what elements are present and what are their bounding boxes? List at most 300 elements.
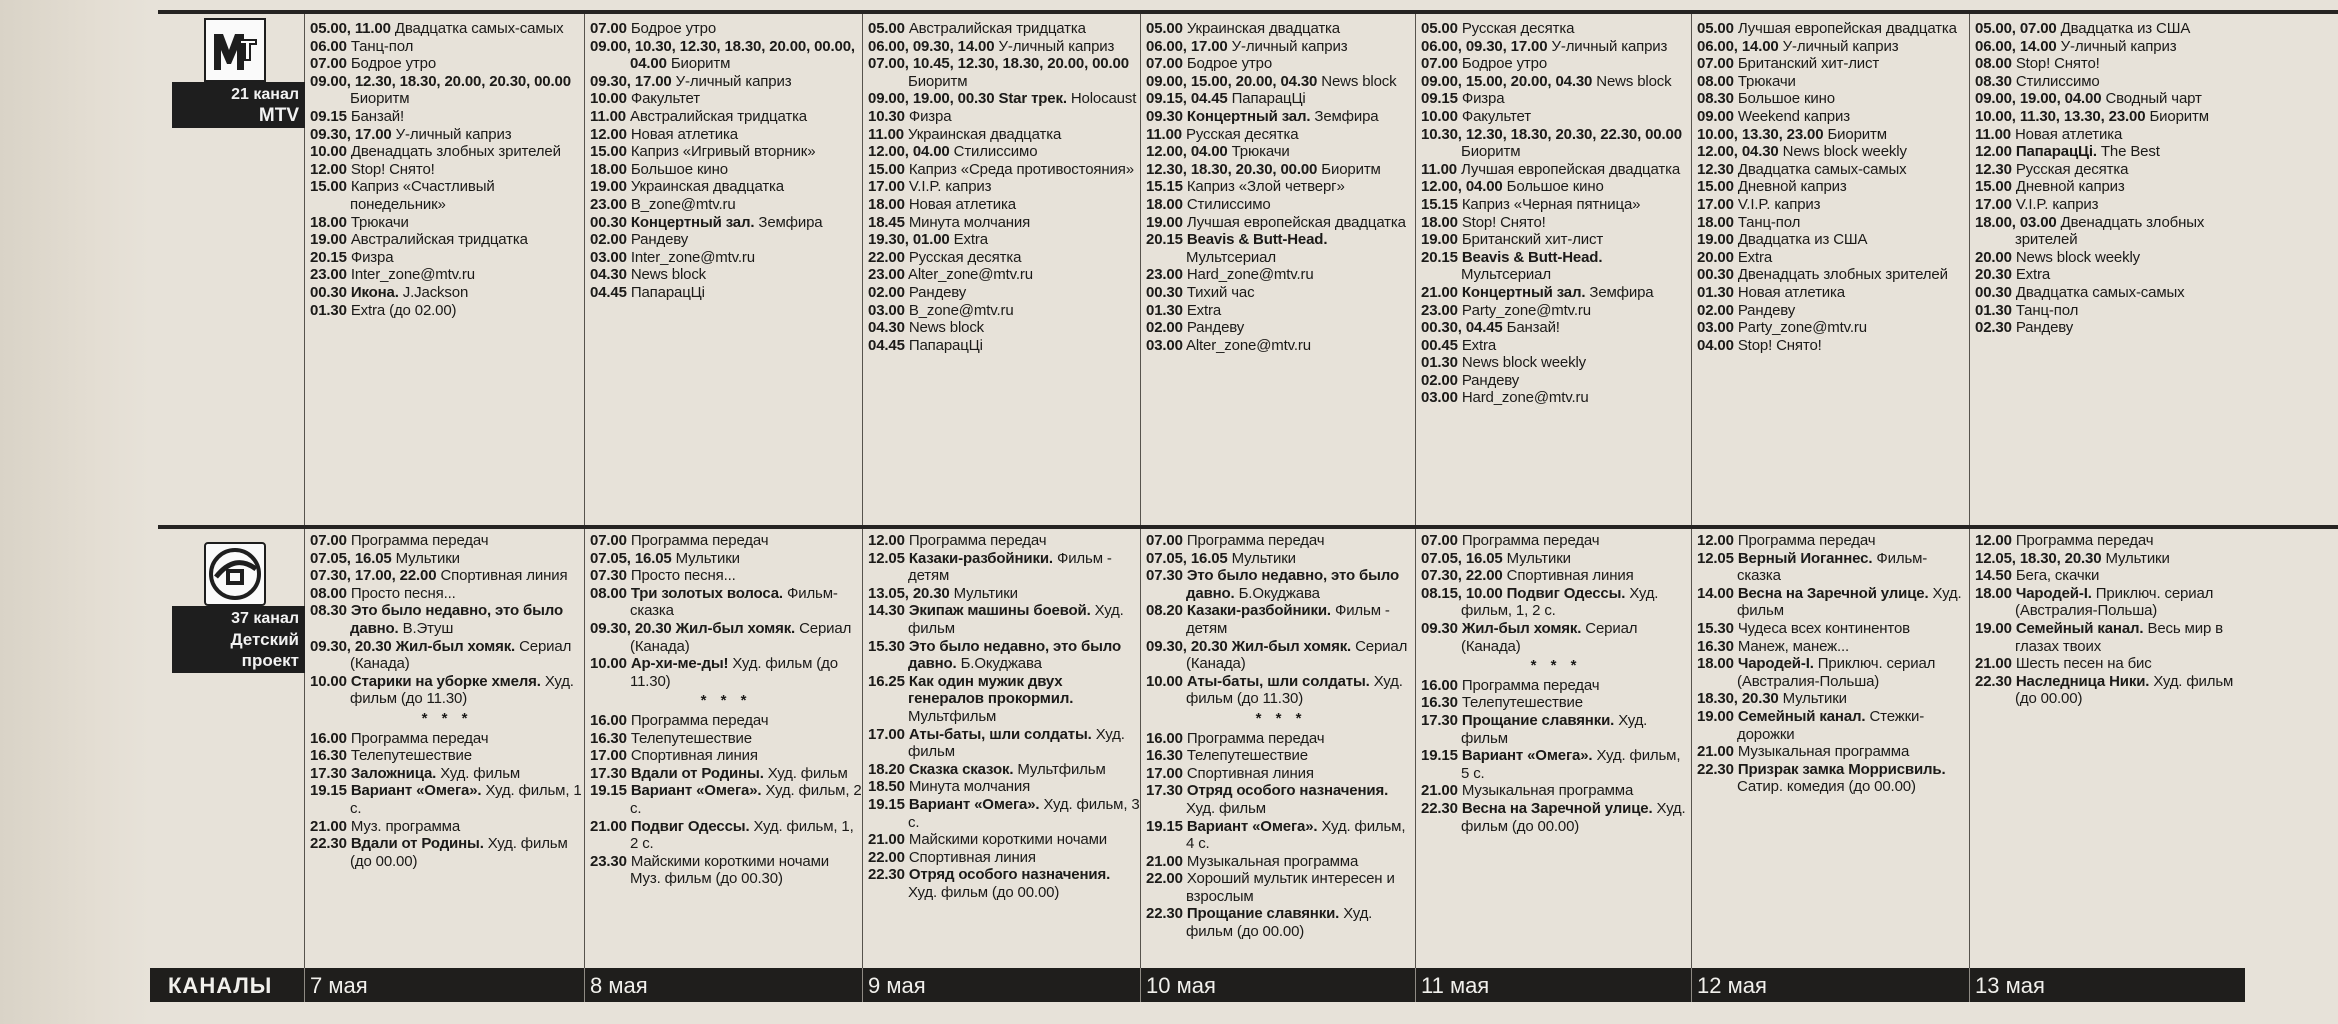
column-divider (584, 14, 585, 525)
program-title: У-личный каприз (1231, 37, 1348, 55)
program-detail: Мультсериал (1186, 248, 1276, 266)
program-entry (1975, 196, 2255, 214)
program-title: Концертный зал. (1461, 283, 1586, 301)
program-time: 07.00, 10.45, 12.30, 18.30, 20.00, 00.00 (868, 55, 1129, 73)
program-entry (310, 161, 584, 179)
program-entry (590, 38, 862, 73)
program-time: 19.15 (310, 782, 347, 800)
program-entry (590, 90, 862, 108)
program-entry (1421, 90, 1691, 108)
program-time: 16.30 (310, 747, 347, 765)
program-time: 09.15, 04.45 (1146, 90, 1228, 108)
program-entry (590, 730, 862, 748)
program-entry (310, 178, 584, 213)
program-time: 13.05, 20.30 (868, 584, 950, 602)
schedule-cell-mtv-day-2 (590, 20, 862, 302)
program-title: Extra (953, 231, 988, 249)
program-entry (310, 55, 584, 73)
program-entry (1421, 178, 1691, 196)
program-entry (1697, 90, 1969, 108)
program-entry (1421, 532, 1691, 550)
section-separator: * * * (421, 709, 473, 727)
program-title: Концертный зал. (1186, 107, 1311, 125)
program-detail: Худ. фильм, 1, 2 с. (1461, 584, 1659, 620)
program-title: Программа передач (1186, 729, 1325, 747)
channel-number: 37 канал (231, 610, 299, 627)
program-entry (868, 196, 1140, 214)
program-detail: Сериал (Канада) (350, 637, 572, 673)
program-entry (868, 796, 1140, 831)
program-title: Программа передач (350, 532, 489, 549)
program-title: Рандеву (908, 283, 967, 301)
program-entry (310, 302, 584, 320)
program-time: 08.30 (1697, 90, 1734, 108)
program-title: Party_zone@mtv.ru (1737, 319, 1867, 337)
footer-day-3: 9 мая (868, 973, 926, 998)
program-title: У-личный каприз (1782, 37, 1899, 55)
program-time: 06.00, 17.00 (1146, 37, 1228, 55)
program-title: Призрак замка Моррисвиль. (1737, 760, 1946, 778)
program-entry (1146, 567, 1416, 602)
program-time: 19.15 (1421, 747, 1458, 765)
program-title: Программа передач (630, 711, 769, 729)
program-title: Рандеву (2015, 319, 2074, 337)
program-entry (1697, 319, 1969, 337)
program-time: 12.00 (1697, 532, 1734, 549)
program-entry (310, 73, 584, 108)
program-title: Факультет (630, 90, 700, 108)
program-time: 11.00 (1146, 125, 1182, 143)
program-time: 22.00 (1146, 870, 1183, 888)
program-time: 05.00, 07.00 (1975, 20, 2057, 37)
program-entry (1975, 620, 2255, 655)
program-time: 07.05, 16.05 (1146, 549, 1228, 567)
program-entry (1421, 800, 1691, 835)
column-divider (584, 529, 585, 968)
program-title: Двадцатка самых-самых (1737, 160, 1907, 178)
program-entry (1975, 284, 2255, 302)
program-entry (1146, 108, 1416, 126)
program-title: Биоритм (350, 90, 410, 108)
program-entry (590, 161, 862, 179)
program-entry (310, 567, 584, 585)
program-detail: Фильм - детям (908, 549, 1112, 585)
program-time: 12.05 (868, 549, 905, 567)
program-entry (590, 567, 862, 585)
channel-divider (158, 525, 2338, 529)
program-entry (868, 55, 1140, 90)
program-time: 01.30 (310, 301, 347, 319)
program-entry (1146, 38, 1416, 56)
schedule-cell-mtv-day-7 (1975, 20, 2255, 337)
program-entry (1421, 694, 1691, 712)
program-title: Телепутешествие (630, 729, 752, 747)
program-title: Биоритм (2149, 107, 2209, 125)
program-entry (1421, 550, 1691, 568)
program-time: 17.30 (310, 764, 347, 782)
program-detail: Худ. фильм, 5 с. (1461, 747, 1681, 782)
program-title: Британский хит-лист (1461, 231, 1604, 249)
program-title: Рандеву (1186, 319, 1245, 337)
program-title: Русская десятка (2015, 160, 2129, 178)
program-entry (1975, 55, 2255, 73)
program-entry (310, 214, 584, 232)
program-entry (1975, 108, 2255, 126)
program-time: 10.00 (310, 143, 347, 161)
program-entry (1146, 73, 1416, 91)
program-detail: Худ. фильм (440, 764, 521, 782)
program-time: 05.00 (1421, 20, 1458, 37)
program-detail: J.Jackson (402, 283, 469, 301)
program-title: Дневной каприз (1737, 178, 1847, 196)
program-title: Аты-баты, шли солдаты. (908, 725, 1092, 743)
program-detail: Худ. фильм (до 11.30) (1186, 672, 1403, 708)
program-time: 02.30 (1975, 319, 2012, 337)
program-time: 02.00 (1421, 371, 1458, 389)
program-entry (868, 231, 1140, 249)
footer-day-5: 11 мая (1421, 973, 1490, 998)
program-title: Вариант «Омега». (1461, 747, 1593, 765)
program-title: Рандеву (1461, 371, 1520, 389)
program-time: 12.00, 04.00 (868, 143, 950, 161)
program-title: Казаки-разбойники. (908, 549, 1053, 567)
program-title: Alter_zone@mtv.ru (908, 266, 1033, 284)
program-time: 05.00 (1697, 20, 1734, 37)
program-entry (590, 143, 862, 161)
program-entry (1421, 389, 1691, 407)
program-title: Прощание славянки. (1186, 905, 1340, 923)
program-title: ПапарацЦі (908, 336, 983, 354)
program-time: 15.00 (1697, 178, 1734, 196)
program-title: Музыкальная программа (1461, 782, 1634, 800)
program-time: 12.00 (310, 160, 347, 178)
program-time: 16.25 (868, 672, 905, 690)
page-margin (0, 0, 150, 1024)
program-title: Лучшая европейская двадцатка (1461, 160, 1681, 178)
program-time: 11.00 (1421, 160, 1457, 178)
program-entry (1146, 20, 1416, 38)
program-entry (1421, 782, 1691, 800)
program-entry (590, 108, 862, 126)
program-entry (310, 550, 584, 568)
footer-divider (584, 968, 585, 1002)
program-title: News block weekly (1461, 354, 1586, 372)
program-title: News block (1596, 72, 1672, 90)
program-entry (1697, 337, 1969, 355)
program-detail: Худ. фильм (1461, 711, 1648, 747)
program-title: Это было недавно, это было давно. (350, 602, 563, 637)
schedule-cell-mtv-day-3 (868, 20, 1140, 354)
program-entry (1146, 673, 1416, 708)
program-entry (1697, 231, 1969, 249)
program-title: Лучшая европейская двадцатка (1186, 213, 1406, 231)
program-detail: Худ. фильм (до 11.30) (630, 655, 838, 690)
program-time: 16.30 (1421, 694, 1458, 712)
program-entry (1421, 585, 1691, 620)
program-title: Дневной каприз (2015, 178, 2125, 196)
program-time: 07.30 (590, 567, 627, 585)
program-time: 17.00 (1697, 195, 1734, 213)
program-entry (590, 266, 862, 284)
program-time: 07.30, 22.00 (1421, 567, 1503, 585)
program-title: Большое кино (1737, 90, 1835, 108)
mtv-logo-icon (204, 18, 266, 82)
program-title: Мультики (395, 549, 460, 567)
program-detail: Худ. фильм (908, 602, 1124, 637)
program-time: 09.00, 19.00, 00.30 (868, 90, 995, 108)
program-entry (868, 20, 1140, 38)
program-time: 19.15 (590, 782, 627, 800)
program-title: Просто песня... (630, 567, 736, 585)
program-time: 11.00 (868, 125, 904, 143)
program-time: 07.30, 17.00, 22.00 (310, 567, 437, 585)
program-title: Extra (1737, 248, 1773, 266)
program-entry (1146, 853, 1416, 871)
program-time: 23.00 (310, 266, 347, 284)
detskiy-proekt-logo-icon (204, 542, 266, 606)
program-title: Программа передач (1186, 532, 1325, 549)
program-title: Подвиг Одессы. (630, 817, 750, 835)
program-time: 10.30 (868, 107, 905, 125)
program-time: 16.00 (590, 711, 627, 729)
program-time: 01.30 (1697, 283, 1734, 301)
program-title: Beavis & Butt-Head. (1186, 231, 1328, 249)
program-title: Отряд особого назначения. (908, 866, 1111, 884)
program-entry (1421, 319, 1691, 337)
program-title: Банзай! (350, 107, 405, 125)
program-time: 19.00 (590, 178, 627, 196)
program-title: Weekend каприз (1737, 107, 1850, 125)
program-detail: Худ. фильм (до 00.00) (908, 883, 1060, 901)
program-time: 19.00 (1697, 707, 1734, 725)
program-detail: Б.Окуджава (960, 655, 1042, 673)
program-time: 18.00 (1146, 195, 1183, 213)
program-time: 14.00 (1697, 584, 1734, 602)
program-title: Бодрое утро (350, 55, 437, 73)
program-time: 03.00 (1697, 319, 1734, 337)
program-entry (1975, 143, 2255, 161)
program-entry (1146, 765, 1416, 783)
schedule-cell-mtv-day-4 (1146, 20, 1416, 354)
program-entry (1146, 337, 1416, 355)
schedule-cell-detskiy-day-4 (1146, 532, 1416, 941)
program-title: Extra (1461, 336, 1497, 354)
program-time: 07.00 (310, 532, 347, 549)
program-entry (1146, 214, 1416, 232)
program-entry (1697, 126, 1969, 144)
channel-number: 21 канал (231, 86, 299, 103)
program-title: Прощание славянки. (1461, 711, 1615, 729)
program-title: Заложница. (350, 764, 437, 782)
column-divider (1969, 14, 1970, 525)
channel-logo-detskiy (172, 542, 305, 673)
program-title: Программа передач (350, 729, 489, 747)
program-title: Старики на уборке хмеля. (350, 672, 541, 690)
program-title: Спортивная линия (630, 747, 758, 765)
program-detail: Фильм-сказка (630, 584, 838, 620)
program-detail: Земфира (758, 213, 823, 231)
program-title: Весна на Заречной улице. (1461, 799, 1653, 817)
program-title: Большое кино (1506, 178, 1604, 196)
program-title: Танц-пол (350, 37, 414, 55)
program-entry (1975, 266, 2255, 284)
program-time: 00.45 (1421, 336, 1458, 354)
program-title: Как один мужик двух генералов прокормил. (908, 672, 1074, 708)
program-entry (1975, 585, 2255, 620)
program-entry (310, 266, 584, 284)
program-entry (310, 638, 584, 673)
program-time: 08.00 (1975, 55, 2012, 73)
program-detail: The Best (2100, 143, 2160, 161)
program-time: 15.00 (310, 178, 347, 196)
program-entry (590, 231, 862, 249)
program-time: 19.15 (868, 795, 905, 813)
program-time: 21.00 (1146, 852, 1183, 870)
program-title: Концертный зал. (630, 213, 755, 231)
program-time: 02.00 (1697, 301, 1734, 319)
footer-divider (1140, 968, 1141, 1002)
footer-day-4: 10 мая (1146, 973, 1216, 998)
program-entry (1697, 532, 1969, 550)
program-entry (310, 143, 584, 161)
program-entry (1421, 161, 1691, 179)
program-time: 12.00 (1975, 532, 2012, 549)
program-time: 10.00 (590, 655, 627, 673)
program-entry (1697, 743, 1969, 761)
program-entry (868, 849, 1140, 867)
program-entry (1697, 550, 1969, 585)
section-separator: * * * (1255, 709, 1307, 727)
program-entry (1421, 73, 1691, 91)
program-time: 06.00, 09.30, 17.00 (1421, 37, 1548, 55)
program-entry (1697, 108, 1969, 126)
program-entry (1975, 38, 2255, 56)
program-entry (1697, 38, 1969, 56)
program-entry (590, 747, 862, 765)
program-entry (1421, 20, 1691, 38)
footer-day-1: 7 мая (310, 973, 368, 998)
program-entry (590, 532, 862, 550)
program-title: Новая атлетика (2015, 125, 2123, 143)
program-title: Банзай! (1506, 319, 1560, 337)
program-entry (868, 638, 1140, 673)
program-title: Аты-баты, шли солдаты. (1186, 672, 1370, 690)
program-time: 18.00 (590, 160, 627, 178)
program-time: 18.00 (1975, 584, 2012, 602)
program-entry (868, 126, 1140, 144)
program-detail: Худ. фильм, 2 с. (630, 782, 862, 817)
program-time: 09.15 (310, 107, 347, 125)
program-title: Чудеса всех континентов (1737, 619, 1910, 637)
program-entry (1975, 655, 2255, 673)
program-time: 17.00 (1975, 195, 2012, 213)
program-time: 11.00 (1975, 125, 2011, 143)
program-detail: Худ. фильм (1186, 799, 1266, 817)
program-detail: Мультфильм (1017, 760, 1106, 778)
program-time: 14.30 (868, 602, 905, 620)
schedule-cell-mtv-day-5 (1421, 20, 1691, 407)
program-title: Stop! Снято! (350, 160, 435, 178)
program-title: Бодрое утро (1461, 55, 1548, 73)
program-entry (868, 866, 1140, 901)
program-title: Программа передач (908, 532, 1047, 549)
program-time: 04.45 (868, 336, 905, 354)
program-entry (1975, 73, 2255, 91)
program-entry (868, 38, 1140, 56)
program-time: 12.05, 18.30, 20.30 (1975, 549, 2102, 567)
program-time: 07.00 (1421, 55, 1458, 73)
program-entry (590, 126, 862, 144)
program-title: У-личный каприз (1551, 37, 1668, 55)
program-title: Трюкачи (1231, 143, 1290, 161)
program-entry (1975, 550, 2255, 568)
program-entry (310, 602, 584, 637)
program-title: News block (1321, 72, 1397, 90)
program-entry (310, 747, 584, 765)
program-title: Минута молчания (908, 778, 1031, 796)
top-rule (158, 10, 2338, 14)
program-title: Каприз «Злой четверг» (1186, 178, 1345, 196)
program-entry (310, 20, 584, 38)
program-entry (1421, 196, 1691, 214)
program-entry (310, 126, 584, 144)
program-entry (868, 726, 1140, 761)
program-time: 08.20 (1146, 602, 1183, 620)
program-entry (868, 319, 1140, 337)
program-time: 17.00 (1146, 764, 1183, 782)
program-title: News block weekly (2015, 248, 2140, 266)
program-title: Австралийская тридцатка (908, 20, 1086, 37)
program-time: 12.05 (1697, 549, 1734, 567)
program-title: Тихий час (1186, 283, 1255, 301)
program-entry (868, 214, 1140, 232)
program-entry (310, 765, 584, 783)
program-time: 18.50 (868, 778, 905, 796)
program-detail: Муз. фильм (до 00.30) (630, 870, 783, 888)
program-time: 12.00 (590, 125, 627, 143)
program-time: 10.00, 13.30, 23.00 (1697, 125, 1824, 143)
channel-label (172, 606, 305, 673)
program-entry (1421, 302, 1691, 320)
program-time: 03.00 (590, 248, 627, 266)
program-time: 09.30, 17.00 (590, 72, 672, 90)
program-title: Австралийская тридцатка (630, 107, 807, 125)
program-entry (1146, 266, 1416, 284)
program-entry (868, 161, 1140, 179)
program-title: Двенадцать злобных зрителей (350, 143, 561, 161)
column-divider (1969, 529, 1970, 968)
program-title: Star трек. (998, 90, 1067, 108)
program-time: 08.15, 10.00 (1421, 584, 1503, 602)
program-title: Вариант «Омега». (350, 782, 482, 800)
program-title: Двадцатка самых-самых (394, 20, 564, 37)
program-entry (310, 284, 584, 302)
program-time: 21.00 (1975, 655, 2012, 673)
program-time: 07.00 (1421, 532, 1458, 549)
program-entry (590, 550, 862, 568)
program-title: Новая атлетика (630, 125, 738, 143)
program-entry (1697, 690, 1969, 708)
section-separator: * * * (700, 692, 752, 710)
program-title: Программа передач (630, 532, 769, 549)
program-time: 08.00 (310, 584, 347, 602)
program-title: Экипаж машины боевой. (908, 602, 1091, 620)
program-title: Вдали от Родины. (350, 835, 484, 853)
program-title: Stop! Снято! (1461, 213, 1546, 231)
program-entry (1975, 319, 2255, 337)
program-time: 10.00 (1421, 107, 1458, 125)
program-time: 12.00, 04.00 (1146, 143, 1228, 161)
